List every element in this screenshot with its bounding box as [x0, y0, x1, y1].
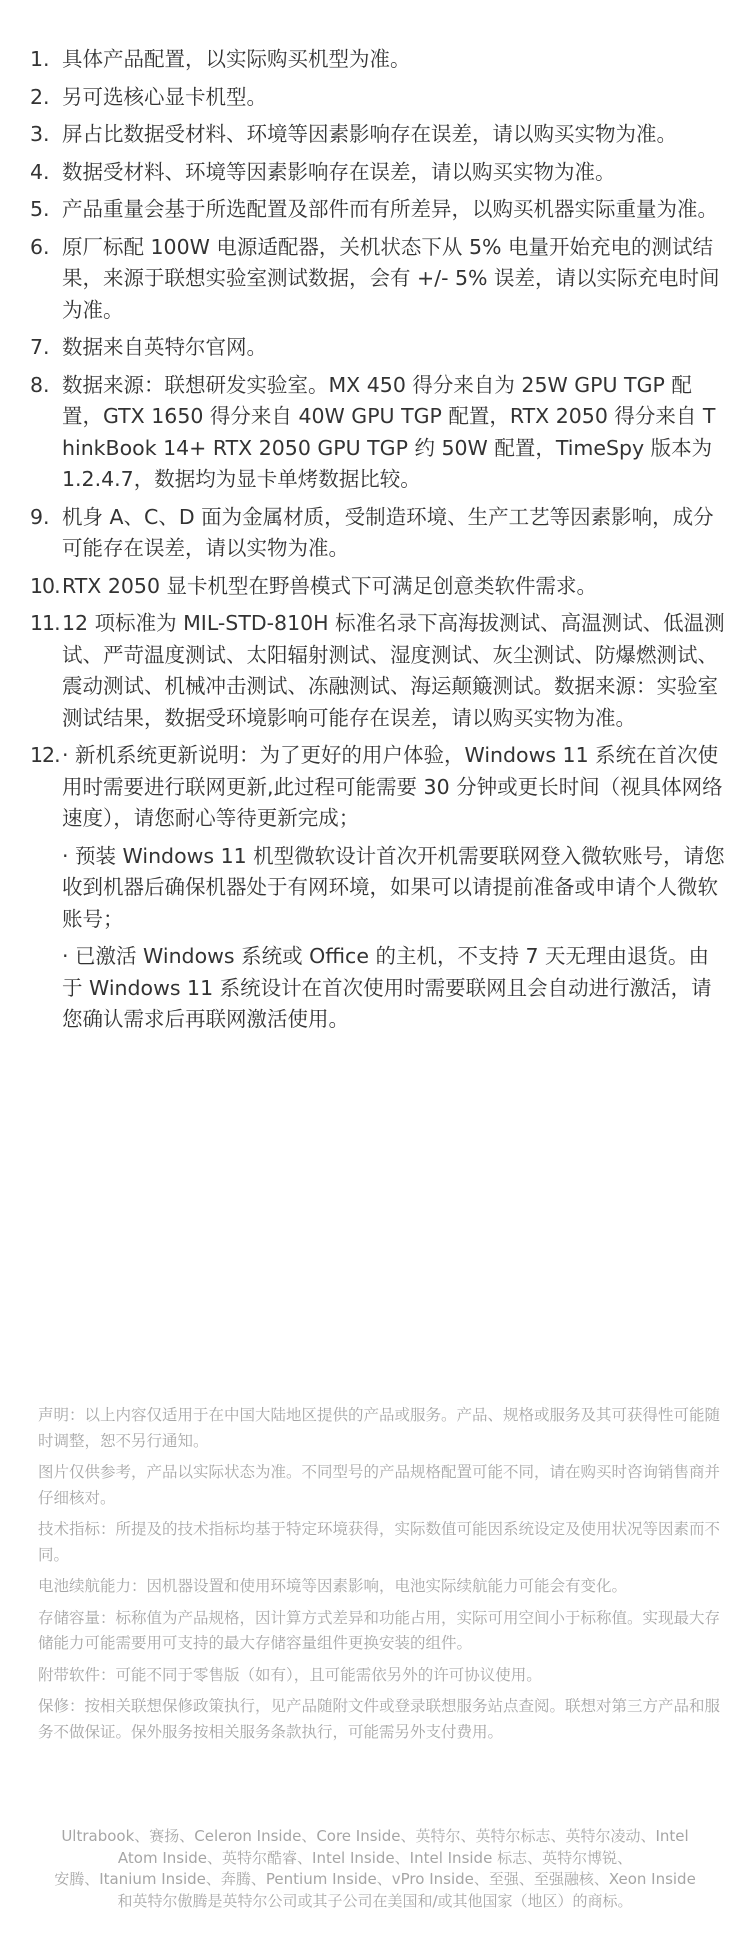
footnote-subpoint: · 预装 Windows 11 机型微软设计首次开机需要联网登入微软账号，请您收到机器后确保机器处于有网环境，如果可以请提前准备或申请个人微软账号； — [62, 843, 725, 931]
footnote-subpoint: · 已激活 Windows 系统或 Office 的主机，不支持 7 天无理由退货。由于 Windows 11 系统设计在首次使用时需要联网且会自动进行激活，请您确认需求后再联网激活使用。 — [62, 944, 712, 1031]
footnote-text: 数据来源：联想研发实验室。MX 450 得分来自为 25W GPU TGP 配置，GTX 1650 得分来自 40W GPU TGP 配置，RTX 2050 得分来自 ThinkBook 14+ RTX 2050 GPU TGP 约 50W 配置，TimeSpy 版本为 1.2.4.7，数据均为显卡单烤数据比较。 — [62, 372, 716, 491]
footnote-item-11 — [30, 608, 725, 734]
footnote-list — [30, 44, 725, 1042]
footnote-text: RTX 2050 显卡机型在野兽模式下可满足创意类软件需求。 — [62, 573, 598, 598]
legal-disclaimer — [38, 1403, 720, 1751]
trademark-line: 安腾、Itanium Inside、奔腾、Pentium Inside、vPro Inside、至强、至强融核、Xeon Inside — [54, 1870, 696, 1888]
disclaimer-tech-specs: 技术指标：所提及的技术指标均基于特定环境获得，实际数值可能因系统设定及使用状况等因素而不同。 — [38, 1520, 721, 1564]
footnote-number: 8. — [30, 372, 50, 397]
footnote-text: 屏占比数据受材料、环境等因素影响存在误差，请以购买实物为准。 — [62, 122, 677, 146]
footnote-item-6 — [30, 232, 725, 327]
footnote-number: 9. — [30, 504, 50, 529]
footnote-item-7 — [30, 332, 725, 364]
footnote-item-4 — [30, 157, 725, 189]
footnote-text: 机身 A、C、D 面为金属材质，受制造环境、生产工艺等因素影响，成分可能存在误差，请以实物为准。 — [62, 504, 714, 560]
footnote-text: 12 项标准为 MIL-STD-810H 标准名录下高海拔测试、高温测试、低温测试、严苛温度测试、太阳辐射测试、湿度测试、灰尘测试、防爆燃测试、震动测试、机械冲击测试、冻融测试、海运颠簸测试。数据来源：实验室测试结果，数据受环境影响可能存在误差，请以购买实物为准。 — [62, 611, 725, 730]
footnote-item-10 — [30, 571, 725, 603]
disclaimer-statement: 声明：以上内容仅适用于在中国大陆地区提供的产品或服务。产品、规格或服务及其可获得性可能随时调整，恕不另行通知。 — [38, 1406, 721, 1450]
footnote-item-12 — [30, 740, 725, 1036]
disclaimer-battery: 电池续航能力：因机器设置和使用环境等因素影响，电池实际续航能力可能会有变化。 — [38, 1577, 628, 1595]
footnote-text: · 新机系统更新说明：为了更好的用户体验，Windows 11 系统在首次使用时需要进行联网更新,此过程可能需要 30 分钟或更长时间（视具体网络速度），请您耐心等待更新完成； — [62, 743, 723, 830]
footnote-item-9 — [30, 502, 725, 565]
footnote-item-2 — [30, 82, 725, 114]
disclaimer-software: 附带软件：可能不同于零售版（如有），且可能需依另外的许可协议使用。 — [38, 1665, 542, 1684]
footnote-text: 原厂标配 100W 电源适配器，关机状态下从 5% 电量开始充电的测试结果，来源于联想实验室测试数据，会有 +/- 5% 误差，请以实际充电时间为准。 — [62, 234, 720, 322]
trademark-line: Ultrabook、赛扬、Celeron Inside、Core Inside、英特尔、英特尔标志、英特尔凌动、Intel — [61, 1827, 689, 1845]
trademark-line: 和英特尔傲腾是英特尔公司或其子公司在美国和/或其他国家（地区）的商标。 — [117, 1891, 633, 1910]
footnote-text: 数据来自英特尔官网。 — [62, 335, 267, 359]
footnote-number: 6. — [30, 234, 50, 259]
footnote-number: 2. — [30, 84, 50, 109]
footnote-text: 产品重量会基于所选配置及部件而有所差异，以购买机器实际重量为准。 — [62, 197, 718, 221]
footnote-text: 另可选核心显卡机型。 — [62, 84, 267, 109]
footnote-number: 3. — [30, 122, 50, 146]
footnote-item-3 — [30, 119, 725, 151]
disclaimer-warranty: 保修：按相关联想保修政策执行，见产品随附文件或登录联想服务站点查阅。联想对第三方产品和服务不做保证。保外服务按相关服务条款执行，可能需另外支付费用。 — [38, 1697, 721, 1741]
trademark-line: Atom Inside、英特尔酷睿、Intel Inside、Intel Inside 标志、英特尔博锐、 — [117, 1848, 633, 1867]
footnote-item-5 — [30, 194, 725, 226]
footnote-text: 数据受材料、环境等因素影响存在误差，请以购买实物为准。 — [62, 159, 616, 184]
footnote-number: 11. — [30, 611, 60, 635]
disclaimer-storage: 存储容量：标称值为产品规格，因计算方式差异和功能占用，实际可用空间小于标称值。实现最大存储能力可能需要用可支持的最大存储容量组件更换安装的组件。 — [38, 1608, 721, 1652]
footnote-number: 12. — [30, 743, 60, 767]
footnote-number: 5. — [30, 197, 50, 221]
footnote-number: 1. — [30, 47, 50, 71]
footnote-number: 10. — [30, 573, 60, 598]
disclaimer-image-note: 图片仅供参考，产品以实际状态为准。不同型号的产品规格配置可能不同，请在购买时咨询销售商并仔细核对。 — [38, 1463, 721, 1507]
footnote-number: 4. — [30, 159, 50, 184]
footnote-text: 具体产品配置，以实际购买机型为准。 — [62, 47, 411, 71]
footnote-number: 7. — [30, 335, 50, 359]
trademark-notice — [30, 1826, 720, 1912]
footnote-item-8 — [30, 370, 725, 496]
footnote-item-1 — [30, 44, 725, 76]
